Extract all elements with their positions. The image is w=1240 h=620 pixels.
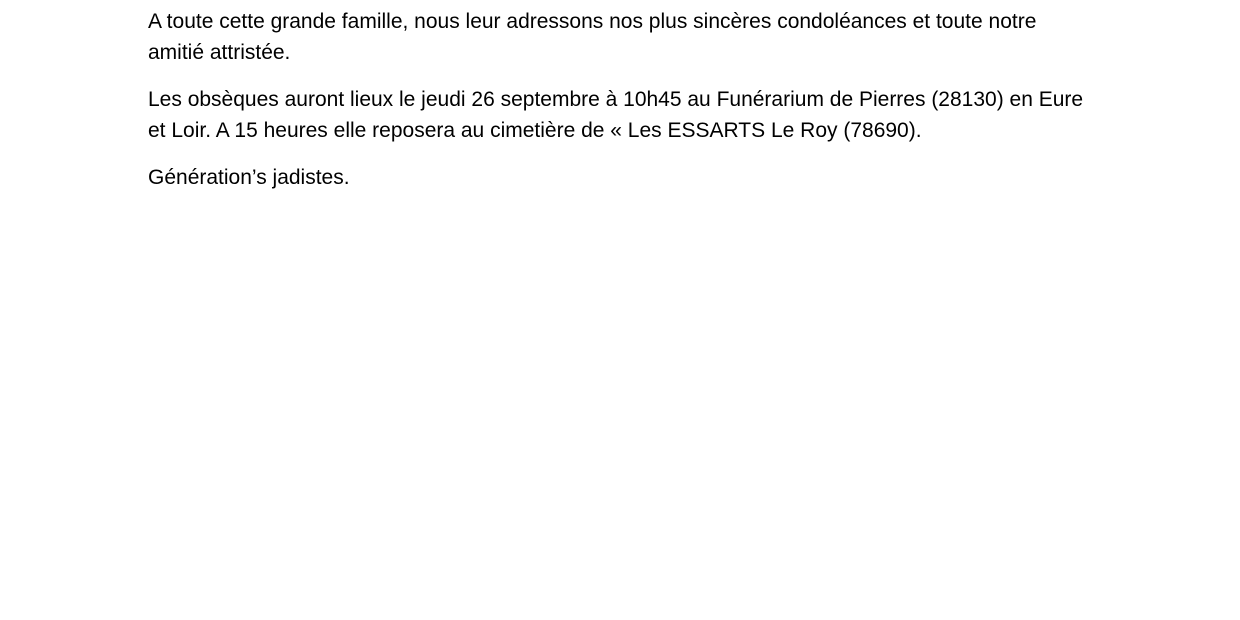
paragraph-line: amitié attristée.	[148, 41, 291, 64]
document-body	[148, 6, 1088, 209]
funeral-details-paragraph	[148, 84, 1088, 146]
paragraph-line: et Loir. A 15 heures elle reposera au cimetière de « Les ESSARTS Le Roy (78690).	[148, 119, 922, 142]
paragraph-line: A toute cette grande famille, nous leur adressons nos plus sincères condoléances et toute notre	[148, 10, 1037, 33]
paragraph-line: Les obsèques auront lieux le jeudi 26 septembre à 10h45 au Funérarium de Pierres (28130) en Eure	[148, 88, 1084, 111]
condolences-paragraph	[148, 6, 1088, 68]
signature-paragraph	[148, 162, 1088, 193]
paragraph-line: Génération’s jadistes.	[148, 166, 350, 189]
